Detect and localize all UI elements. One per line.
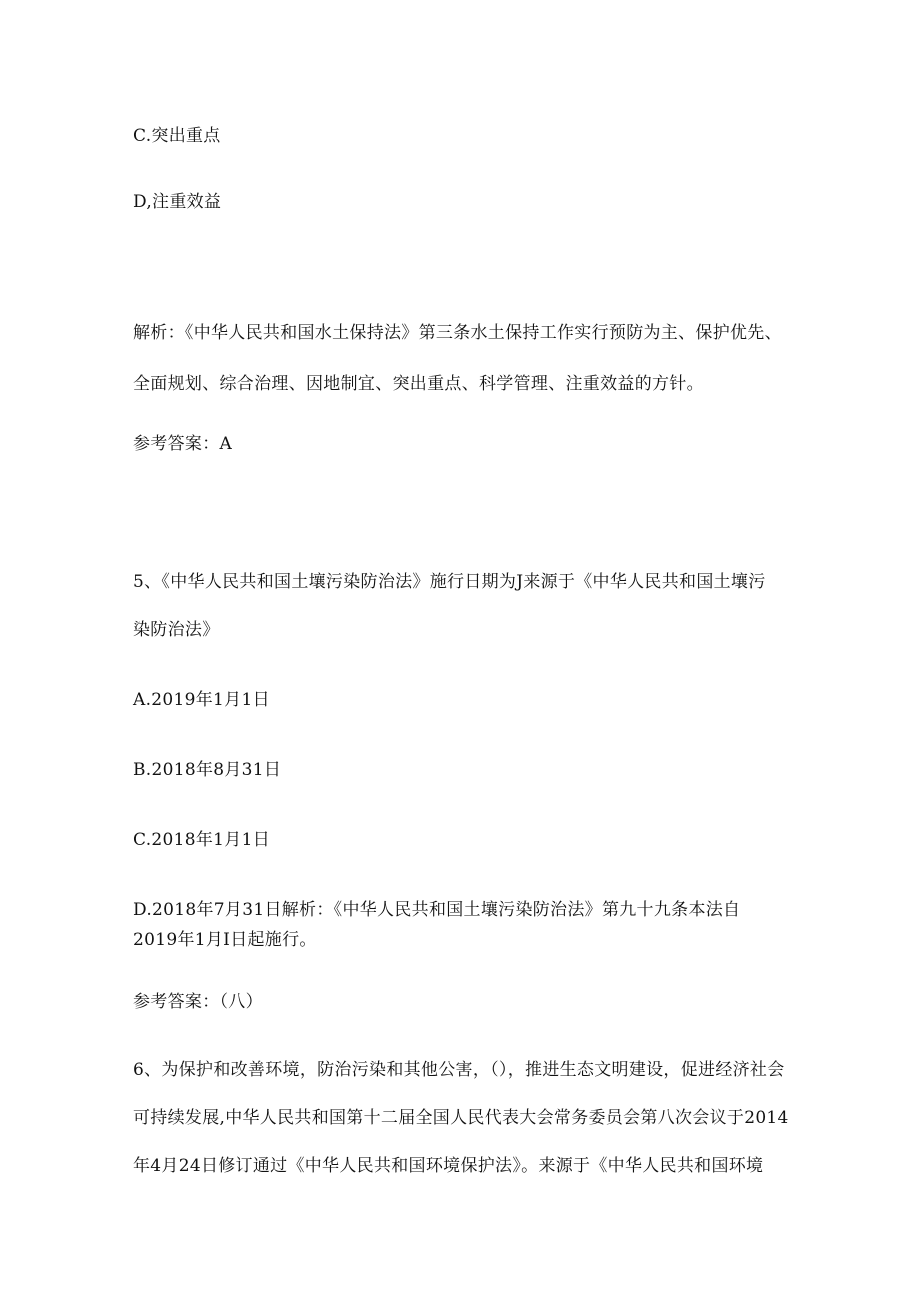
q5-option-b: B.2018年8月31日 (133, 760, 282, 780)
q5-answer: 参考答案：（八） (133, 992, 263, 1012)
q5-option-c: C.2018年1月1日 (133, 830, 271, 850)
q5-option-d-line-2: 2019年1月I日起施行。 (133, 930, 317, 950)
q5-question-line-2: 染防治法》 (133, 620, 220, 640)
q6-question-line-2: 可持续发展,中华人民共和国第十二届全国人民代表大会常务委员会第八次会议于2014 (133, 1108, 789, 1128)
q4-answer: 参考答案：A (133, 434, 233, 454)
q5-option-a: A.2019年1月1日 (133, 690, 270, 710)
q4-option-c: C.突出重点 (133, 126, 221, 146)
q5-option-d-line-1: D.2018年7月31日解析：《中华人民共和国土壤污染防治法》第九十九条本法自 (133, 900, 741, 920)
q4-analysis-line-1: 解析：《中华人民共和国水土保持法》第三条水土保持工作实行预防为主、保护优先、 (133, 323, 782, 343)
q4-analysis-line-2: 全面规划、综合治理、因地制宜、突出重点、科学管理、注重效益的方针。 (133, 374, 704, 394)
q4-option-d: D,注重效益 (133, 192, 222, 212)
q5-question-line-1: 5、《中华人民共和国土壤污染防治法》施行日期为J来源于《中华人民共和国土壤污 (133, 572, 766, 592)
q6-question-line-3: 年4月24日修订通过《中华人民共和国环境保护法》。来源于《中华人民共和国环境 (133, 1156, 764, 1176)
q6-question-line-1: 6、为保护和改善环境，防治污染和其他公害，（），推进生态文明建设，促进经济社会 (133, 1060, 785, 1080)
